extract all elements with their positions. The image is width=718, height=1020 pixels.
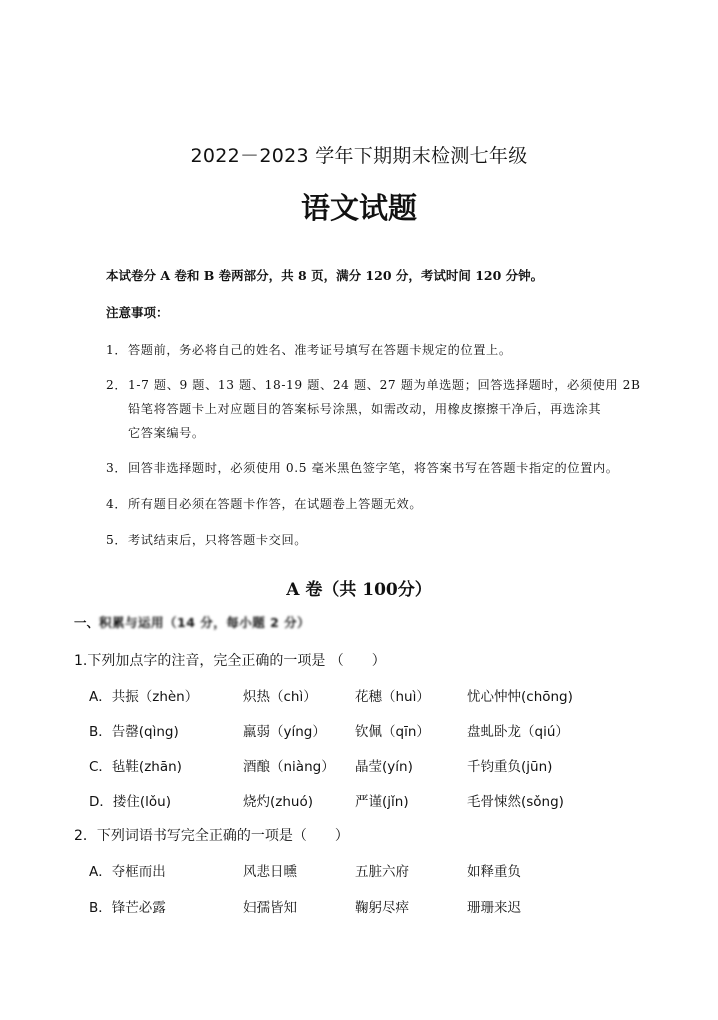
q1-option-b-word-1: B．告罄(qìng) <box>89 724 179 740</box>
notice-text: 答题前，务必将自己的姓名、准考证号填写在答题卡规定的位置上。 <box>128 343 512 357</box>
notice-item-1 <box>106 341 512 358</box>
exam-intro: 本试卷分 A 卷和 B 卷两部分，共 8 页，满分 120 分，考试时间 120 分钟。 <box>106 268 544 283</box>
q1-option-c-word-1: C．毡鞋(zhān) <box>89 759 182 775</box>
notice-text: 考试结束后，只将答题卡交回。 <box>128 533 308 547</box>
notice-text: 回答非选择题时，必须使用 0.5 毫米黑色签字笔，将答案书写在答题卡指定的位置内。 <box>128 461 619 475</box>
notice-text-continued: 它答案编号。 <box>128 426 205 440</box>
q2-option-b-word-2: 妇孺皆知 <box>243 900 297 916</box>
exam-title: 2022－2023 学年下期期末检测七年级 <box>190 145 528 167</box>
q1-option-d-word-1: D．搂住(lǒu) <box>89 794 171 810</box>
q1-option-d-word-4: 毛骨悚然(sǒng) <box>467 794 564 810</box>
q2-option-a-word-3: 五脏六府 <box>355 864 409 880</box>
q2-option-a-word-4: 如释重负 <box>467 864 521 880</box>
q2-option-b-word-1: B．锋芒必露 <box>89 900 166 916</box>
part-title-blurred: 积累与运用（14 分，每小题 2 分） <box>99 615 311 630</box>
q1-option-a-word-3: 花穗（huì） <box>355 689 430 705</box>
question-2-stem: 2．下列词语书写完全正确的一项是（ ） <box>74 828 349 844</box>
q1-option-a-word-2: 炽热（chì） <box>243 689 317 705</box>
q1-option-b-word-3: 钦佩（qīn） <box>355 724 430 740</box>
q1-option-b-word-4: 盘虬卧龙（qiú） <box>467 724 569 740</box>
q1-option-a-word-4: 忧心忡忡(chōng) <box>467 689 573 705</box>
notice-text: 1-7 题、9 题、13 题、18-19 题、24 题、27 题为单选题；回答选择题时，必须使用 2B <box>128 378 641 392</box>
notice-item-3 <box>106 459 618 476</box>
notice-item-2 <box>106 376 641 393</box>
q2-option-a-word-2: 风悲日曛 <box>243 864 297 880</box>
q1-option-c-word-4: 千钧重负(jūn) <box>467 759 553 775</box>
section-a-title: A 卷（共 100分） <box>286 580 432 600</box>
notice-number: 4． <box>106 497 128 511</box>
part-prefix: 一、 <box>74 615 100 630</box>
notice-number: 3． <box>106 461 128 475</box>
notice-number: 2． <box>106 378 128 392</box>
q1-option-d-word-3: 严谨(jǐn) <box>355 794 409 810</box>
notice-number: 1． <box>106 343 128 357</box>
subject-title: 语文试题 <box>300 191 417 225</box>
notice-text-continued: 铅笔将答题卡上对应题目的答案标号涂黑，如需改动，用橡皮擦擦干净后，再选涂其 <box>128 402 602 416</box>
q2-option-b-word-4: 珊珊来迟 <box>467 900 521 916</box>
q1-option-a-word-1: A．共振（zhèn） <box>89 689 199 705</box>
notice-item-5 <box>106 531 307 548</box>
q1-option-c-word-3: 晶莹(yín) <box>355 759 413 775</box>
notice-heading: 注意事项： <box>106 305 169 320</box>
q2-option-a-word-1: A．夺框而出 <box>89 864 166 880</box>
part-one-heading <box>74 613 310 631</box>
notice-number: 5． <box>106 533 128 547</box>
notice-item-4 <box>106 495 422 512</box>
q1-option-b-word-2: 羸弱（yíng） <box>243 724 326 740</box>
q1-option-d-word-2: 烧灼(zhuó) <box>243 794 313 810</box>
notice-text: 所有题目必须在答题卡作答，在试题卷上答题无效。 <box>128 497 423 511</box>
q1-option-c-word-2: 酒酿（niàng） <box>243 759 335 775</box>
q2-option-b-word-3: 鞠躬尽瘁 <box>355 900 409 916</box>
question-1-stem: 1.下列加点字的注音，完全正确的一项是 （ ） <box>74 653 386 669</box>
